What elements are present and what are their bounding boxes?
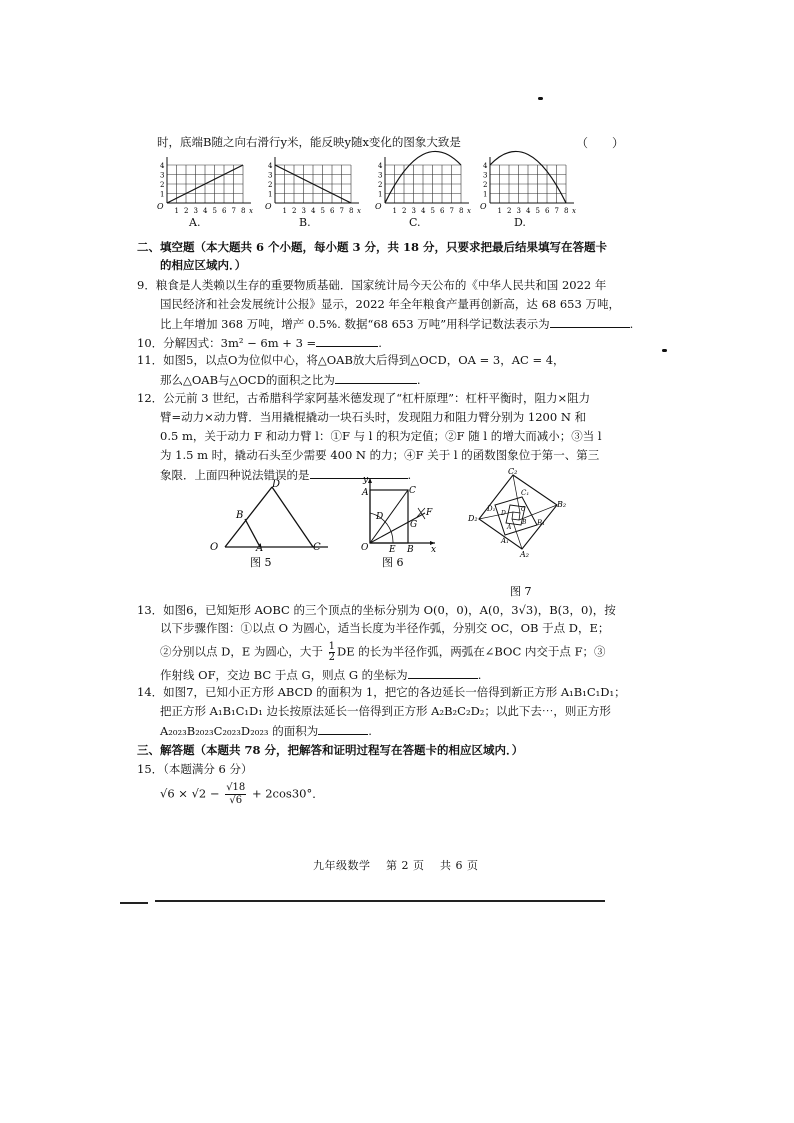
y-tick-label: 4: [268, 162, 273, 170]
question-11-text: 那么△OAB与△OCD的面积之比为: [160, 373, 335, 387]
x-tick-label: 7: [231, 207, 236, 215]
figure-7-caption: 图 7: [510, 585, 532, 598]
expression-part-1: √6 × √2 −: [160, 786, 220, 801]
point-label: B: [522, 519, 527, 526]
x-tick-label: 5: [430, 207, 435, 215]
point-label: G: [410, 520, 418, 530]
x-tick-label: 1: [282, 207, 287, 215]
x-tick-label: 3: [516, 207, 521, 215]
x-tick-label: 8: [241, 207, 246, 215]
x-tick-label: 3: [193, 207, 198, 215]
x-tick-label: 1: [174, 207, 179, 215]
question-13-line-1: 13．如图6，已知矩形 AOBC 的三个顶点的坐标分别为 O(0，0)，A(0，3√3)，B(3，0)，按: [137, 603, 616, 617]
answer-blank-13[interactable]: [408, 666, 478, 679]
question-stem-continued: 时，底端B随之向右滑行y米，能反映y随x变化的图象大致是: [157, 135, 461, 149]
y-tick-label: 4: [483, 162, 488, 170]
point-label: A₁: [501, 537, 509, 545]
axis-label-x: x: [431, 545, 437, 555]
x-tick-label: 6: [545, 207, 550, 215]
x-tick-label: 5: [212, 207, 217, 215]
question-13-line-4: [160, 666, 481, 683]
answer-blank-10[interactable]: [316, 334, 378, 347]
period: .: [378, 336, 382, 350]
point-label: C: [521, 506, 526, 513]
question-14-line-1: 14．如图7，已知小正方形 ABCD 的面积为 1，把它的各边延长一倍得到新正方形 A₁B₁C₁D₁；: [137, 685, 626, 699]
question-11-line-2: [160, 371, 420, 388]
point-label: A: [507, 524, 512, 531]
y-tick-label: 2: [483, 181, 488, 189]
question-12-line-3: 0.5 m，关于动力 F 和动力臂 l：①F 与 l 的积为定值；②F 随 l 的增大而减小；③当 l: [160, 429, 602, 443]
x-tick-label: 7: [449, 207, 454, 215]
origin-label: O: [480, 202, 487, 211]
option-label-c: C.: [409, 216, 421, 229]
y-tick-label: 1: [160, 190, 165, 199]
x-tick-label: 4: [421, 207, 426, 215]
expression-part-2: + 2cos30°．: [251, 786, 324, 801]
scan-edge-line: [120, 902, 148, 904]
question-9-line-1: 9．粮食是人类赖以生存的重要物质基础．国家统计局今天公布的《中华人民共和国 2022 年: [137, 278, 607, 292]
scan-dot: [662, 349, 667, 352]
x-tick-label: 5: [320, 207, 325, 215]
period: .: [407, 468, 412, 482]
fraction-denominator: √6: [229, 795, 243, 806]
question-10-text: 10．分解因式：3m² − 6m + 3 =: [137, 336, 317, 350]
origin-label: O: [265, 202, 272, 211]
figure-6: [355, 475, 440, 575]
x-tick-label: 6: [330, 207, 335, 215]
point-label: D: [376, 512, 384, 522]
fraction-numerator: √18: [226, 782, 246, 793]
question-9-line-2: 国民经济和社会发展统计公报》显示，2022 年全年粮食产量再创新高，达 68 653 万吨，: [160, 297, 620, 311]
point-label: D₁: [487, 505, 496, 513]
y-tick-label: 2: [160, 181, 165, 189]
question-15-expression: [160, 782, 324, 814]
question-12-text: 象限．上面四种说法错误的是: [160, 468, 310, 482]
x-axis-label: x: [467, 207, 471, 215]
point-label: A₂: [520, 550, 529, 559]
question-12-line-1: 12．公元前 3 世纪，古希腊科学家阿基米德发现了“杠杆原理”：杠杆平衡时，阻力×阻力: [137, 391, 591, 405]
section-two-title: 二、填空题（本大题共 6 个小题，每小题 3 分，共 18 分，只要求把最后结果填写在答题卡: [137, 240, 608, 254]
x-tick-label: 6: [440, 207, 445, 215]
section-two-title-cont: 的相应区域内．）: [160, 258, 247, 272]
axis-label-y: y: [363, 475, 369, 485]
x-tick-label: 2: [507, 207, 512, 215]
y-tick-label: 1: [378, 190, 383, 199]
point-label: B: [407, 545, 414, 555]
x-tick-label: 1: [392, 207, 397, 215]
scan-edge-line: [155, 900, 605, 902]
x-tick-label: 3: [301, 207, 306, 215]
scan-dot: [538, 97, 543, 100]
answer-blank-14[interactable]: [318, 722, 368, 735]
period: .: [477, 668, 482, 682]
point-label: B: [236, 510, 244, 521]
x-tick-label: 4: [526, 207, 531, 215]
page-footer: 九年级数学 第 2 页 共 6 页: [313, 859, 479, 872]
question-10: [137, 334, 382, 351]
point-label: D: [272, 479, 281, 490]
answer-blank-11[interactable]: [335, 371, 417, 384]
fraction-denominator: 2: [328, 652, 335, 663]
point-label: C₂: [508, 467, 518, 476]
question-13-text-b: DE 的长为半径作弧，两弧在∠BOC 内交于点 F；③: [336, 644, 606, 659]
point-label: D: [501, 510, 506, 517]
y-tick-label: 4: [378, 162, 383, 170]
question-14-text: A₂₀₂₃B₂₀₂₃C₂₀₂₃D₂₀₂₃ 的面积为: [160, 724, 319, 738]
y-tick-label: 2: [378, 181, 383, 189]
question-13-line-3: [160, 642, 606, 663]
period: .: [629, 317, 634, 331]
x-axis-label: x: [572, 207, 576, 215]
question-12-line-4: 为 1.5 m 时，撬动石头至少需要 400 N 的力；④F 关于 l 的函数图象位于第一、第三: [160, 448, 600, 462]
figure-7: [465, 467, 575, 597]
question-15-head: 15．（本题满分 6 分）: [137, 762, 253, 776]
question-9-text: 比上年增加 368 万吨，增产 0.5%. 数据“68 653 万吨”用科学记数法表示为: [160, 317, 550, 331]
x-tick-label: 4: [203, 207, 208, 215]
option-graphs-svg: [145, 155, 575, 230]
point-label: C₁: [521, 489, 530, 497]
point-label: O: [210, 542, 219, 553]
x-tick-label: 2: [402, 207, 407, 215]
fraction-numerator: 1: [328, 641, 335, 652]
x-axis-label: x: [357, 207, 361, 215]
figure-5-caption: 图 5: [250, 556, 272, 569]
figure-6-caption: 图 6: [382, 556, 404, 569]
period: .: [416, 373, 421, 387]
x-tick-label: 8: [349, 207, 354, 215]
origin-label: O: [375, 202, 382, 211]
x-tick-label: 6: [222, 207, 227, 215]
x-tick-label: 8: [564, 207, 569, 215]
period: .: [368, 724, 372, 738]
option-label-d: D.: [514, 216, 526, 229]
point-label: D₂: [468, 514, 478, 523]
question-14-line-3: [160, 722, 372, 739]
option-label-a: A.: [189, 216, 201, 229]
figure-5: [200, 475, 335, 575]
y-tick-label: 3: [160, 171, 165, 180]
fraction-sqrt: [225, 782, 246, 807]
x-axis-label: x: [249, 207, 253, 215]
y-tick-label: 2: [268, 181, 273, 189]
question-13-text: 作射线 OF，交边 BC 于点 G，则点 G 的坐标为: [160, 668, 408, 682]
question-11-line-1: 11．如图5，以点O为位似中心，将△OAB放大后得到△OCD，OA = 3，AC = 4，: [137, 353, 565, 367]
x-tick-label: 7: [554, 207, 559, 215]
option-label-b: B.: [299, 216, 311, 229]
question-12-line-2: 臂=动力×动力臂．当用撬棍撬动一块石头时，发现阻力和阻力臂分别为 1200 N 和: [160, 410, 587, 424]
question-9-line-3: [160, 315, 633, 332]
y-tick-label: 3: [483, 171, 488, 180]
answer-blank-9[interactable]: [550, 315, 630, 328]
point-label: B₁: [537, 519, 545, 527]
x-tick-label: 1: [497, 207, 502, 215]
x-tick-label: 5: [535, 207, 540, 215]
question-13-line-2: 以下步骤作图：①以点 O 为圆心，适当长度为半径作弧，分别交 OC，OB 于点 D，E；: [160, 621, 610, 635]
fraction-half: [329, 642, 335, 663]
answer-bracket: （ ）: [576, 136, 625, 150]
origin-label: O: [157, 202, 164, 211]
question-13-text-a: ②分别以点 D，E 为圆心，大于: [160, 644, 323, 659]
point-label: C: [313, 542, 321, 553]
x-tick-label: 2: [292, 207, 297, 215]
y-tick-label: 4: [160, 162, 165, 170]
x-tick-label: 3: [411, 207, 416, 215]
point-label: B₂: [557, 500, 567, 509]
x-tick-label: 4: [311, 207, 316, 215]
point-label: A: [362, 488, 369, 498]
point-label: O: [361, 543, 369, 553]
point-label: F: [426, 508, 433, 518]
point-label: C: [409, 486, 416, 496]
y-tick-label: 3: [378, 171, 383, 180]
x-tick-label: 2: [184, 207, 189, 215]
section-three-title: 三、解答题（本题共 78 分，把解答和证明过程写在答题卡的相应区域内．）: [137, 743, 524, 757]
point-label: E: [389, 545, 396, 555]
y-tick-label: 1: [483, 190, 488, 199]
x-tick-label: 8: [459, 207, 464, 215]
y-tick-label: 3: [268, 171, 273, 180]
y-tick-label: 1: [268, 190, 273, 199]
question-14-line-2: 把正方形 A₁B₁C₁D₁ 边长按原法延长一倍得到正方形 A₂B₂C₂D₂；以此下去⋯，则正方形: [160, 704, 611, 718]
point-label: A: [256, 543, 264, 554]
x-tick-label: 7: [339, 207, 344, 215]
